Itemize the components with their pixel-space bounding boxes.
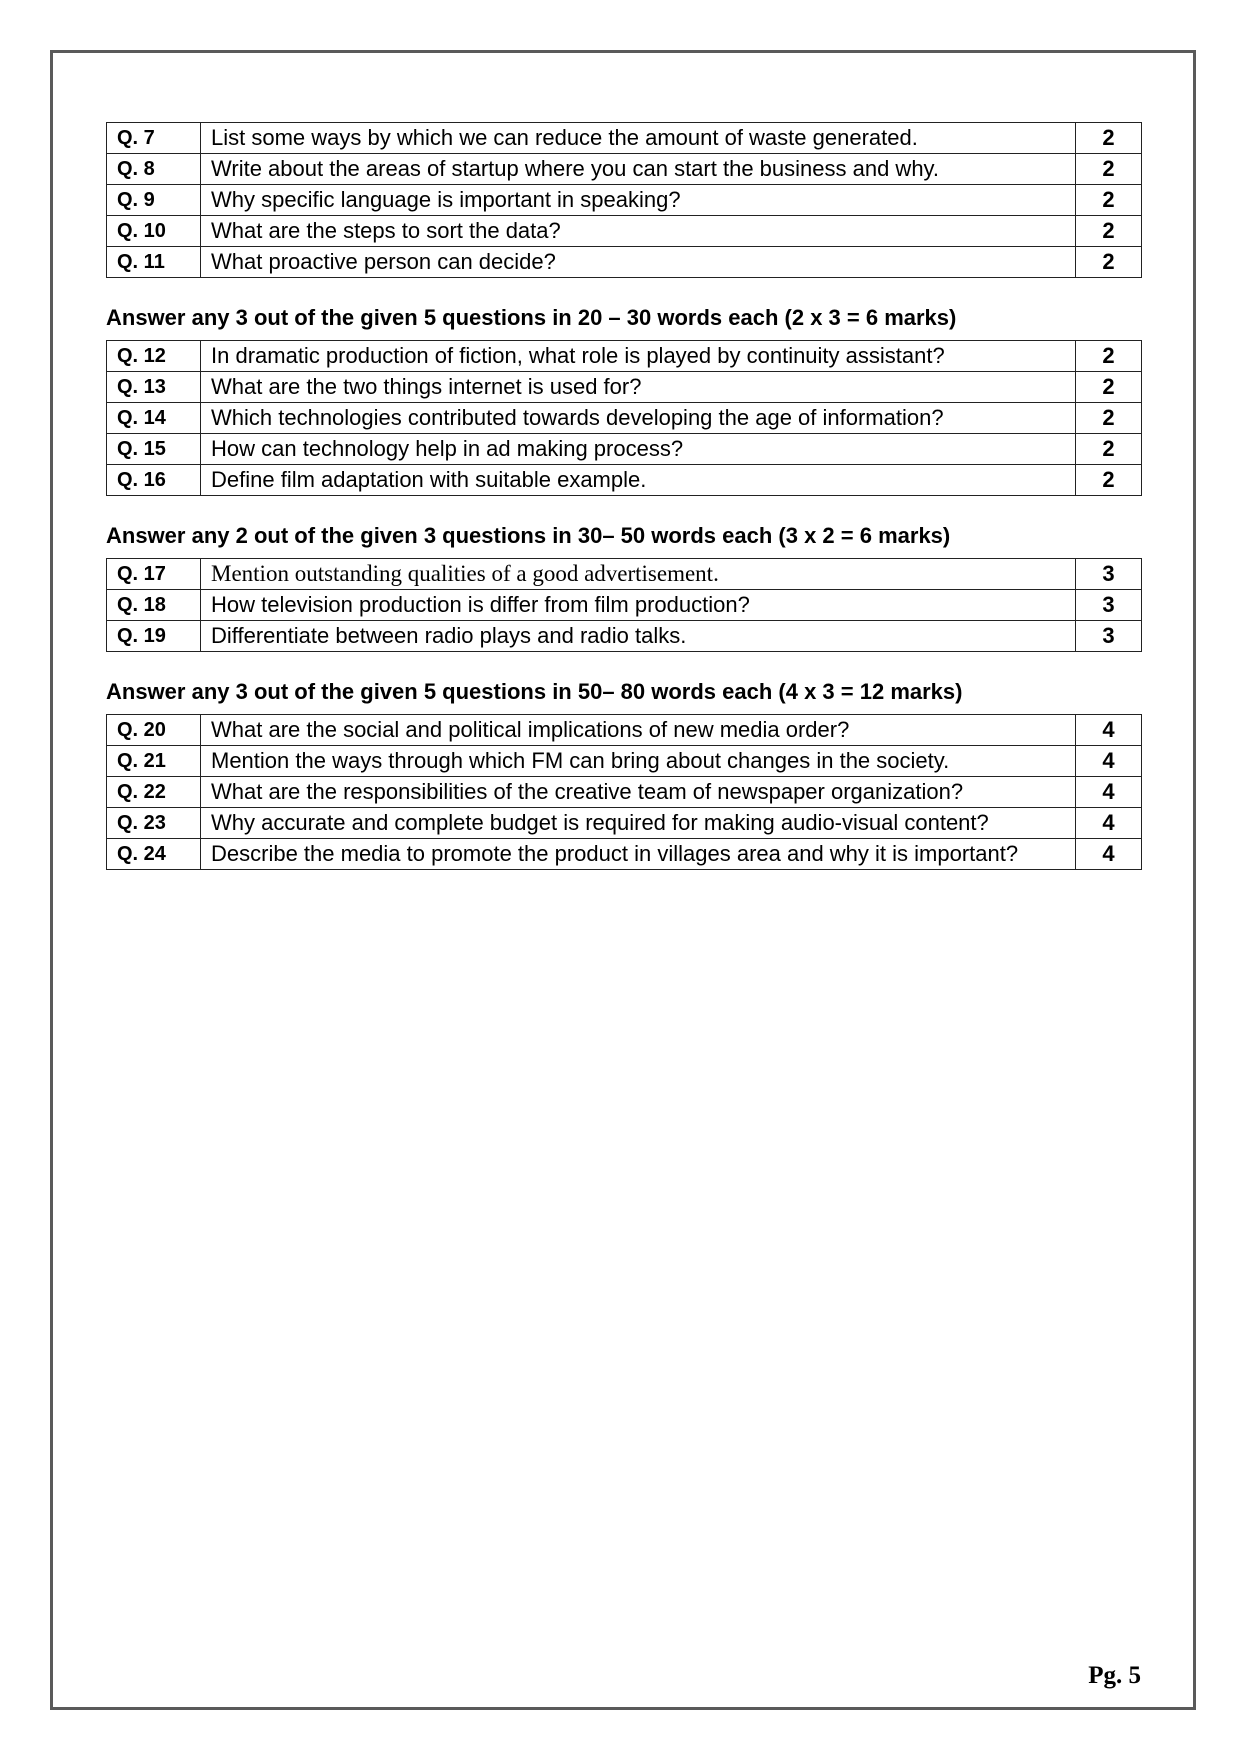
question-text: What are the two things internet is used for?: [201, 372, 1076, 403]
table-row: [107, 216, 1142, 247]
question-number: Q. 22: [107, 777, 201, 808]
question-text: Differentiate between radio plays and radio talks.: [201, 621, 1076, 652]
question-number: Q. 20: [107, 715, 201, 746]
table-row: [107, 123, 1142, 154]
question-marks: 3: [1076, 621, 1142, 652]
table-row: [107, 559, 1142, 590]
table-row: [107, 715, 1142, 746]
question-marks: 2: [1076, 372, 1142, 403]
table-row: [107, 839, 1142, 870]
question-text: What are the responsibilities of the creative team of newspaper organization?: [201, 777, 1076, 808]
question-table-section-3: [106, 558, 1142, 652]
question-text: Mention outstanding qualities of a good advertisement.: [201, 559, 1076, 590]
question-text: List some ways by which we can reduce the amount of waste generated.: [201, 123, 1076, 154]
question-marks: 2: [1076, 403, 1142, 434]
section-heading: Answer any 3 out of the given 5 questions in 50– 80 words each (4 x 3 = 12 marks): [106, 679, 963, 704]
question-marks: 2: [1076, 341, 1142, 372]
question-number: Q. 14: [107, 403, 201, 434]
question-marks: 2: [1076, 154, 1142, 185]
question-text: Why specific language is important in speaking?: [201, 185, 1076, 216]
table-row: [107, 590, 1142, 621]
question-text: What proactive person can decide?: [201, 247, 1076, 278]
question-number: Q. 12: [107, 341, 201, 372]
question-number: Q. 13: [107, 372, 201, 403]
question-number: Q. 21: [107, 746, 201, 777]
question-marks: 2: [1076, 216, 1142, 247]
question-number: Q. 23: [107, 808, 201, 839]
table-row: [107, 185, 1142, 216]
page-number: Pg. 5: [1088, 1662, 1141, 1689]
table-row: [107, 746, 1142, 777]
question-number: Q. 8: [107, 154, 201, 185]
question-number: Q. 24: [107, 839, 201, 870]
question-number: Q. 19: [107, 621, 201, 652]
question-table-section-2: [106, 340, 1142, 496]
section-heading: Answer any 3 out of the given 5 questions in 20 – 30 words each (2 x 3 = 6 marks): [106, 305, 957, 330]
question-text: How can technology help in ad making process?: [201, 434, 1076, 465]
question-marks: 2: [1076, 123, 1142, 154]
question-text: Mention the ways through which FM can bring about changes in the society.: [201, 746, 1076, 777]
table-row: [107, 777, 1142, 808]
question-number: Q. 16: [107, 465, 201, 496]
question-text: Write about the areas of startup where you can start the business and why.: [201, 154, 1076, 185]
question-marks: 4: [1076, 715, 1142, 746]
question-text: What are the social and political implications of new media order?: [201, 715, 1076, 746]
question-text: What are the steps to sort the data?: [201, 216, 1076, 247]
question-marks: 2: [1076, 185, 1142, 216]
question-marks: 4: [1076, 746, 1142, 777]
question-table-section-1: [106, 122, 1142, 278]
question-marks: 3: [1076, 590, 1142, 621]
question-number: Q. 7: [107, 123, 201, 154]
question-marks: 2: [1076, 465, 1142, 496]
table-row: [107, 247, 1142, 278]
table-row: [107, 372, 1142, 403]
question-text: Which technologies contributed towards developing the age of information?: [201, 403, 1076, 434]
table-row: [107, 403, 1142, 434]
question-marks: 2: [1076, 247, 1142, 278]
question-number: Q. 9: [107, 185, 201, 216]
question-marks: 3: [1076, 559, 1142, 590]
question-text: Define film adaptation with suitable example.: [201, 465, 1076, 496]
table-row: [107, 434, 1142, 465]
question-table-section-4: [106, 714, 1142, 870]
question-number: Q. 18: [107, 590, 201, 621]
table-row: [107, 808, 1142, 839]
question-paper-content: [106, 122, 1142, 870]
question-number: Q. 11: [107, 247, 201, 278]
question-text: Describe the media to promote the product in villages area and why it is important?: [201, 839, 1076, 870]
question-marks: 4: [1076, 808, 1142, 839]
table-row: [107, 154, 1142, 185]
question-text: In dramatic production of fiction, what role is played by continuity assistant?: [201, 341, 1076, 372]
table-row: [107, 465, 1142, 496]
question-marks: 4: [1076, 777, 1142, 808]
section-heading: Answer any 2 out of the given 3 questions in 30– 50 words each (3 x 2 = 6 marks): [106, 523, 951, 548]
question-number: Q. 10: [107, 216, 201, 247]
question-number: Q. 17: [107, 559, 201, 590]
question-marks: 2: [1076, 434, 1142, 465]
table-row: [107, 621, 1142, 652]
question-marks: 4: [1076, 839, 1142, 870]
question-text: How television production is differ from film production?: [201, 590, 1076, 621]
question-text: Why accurate and complete budget is required for making audio-visual content?: [201, 808, 1076, 839]
table-row: [107, 341, 1142, 372]
question-number: Q. 15: [107, 434, 201, 465]
